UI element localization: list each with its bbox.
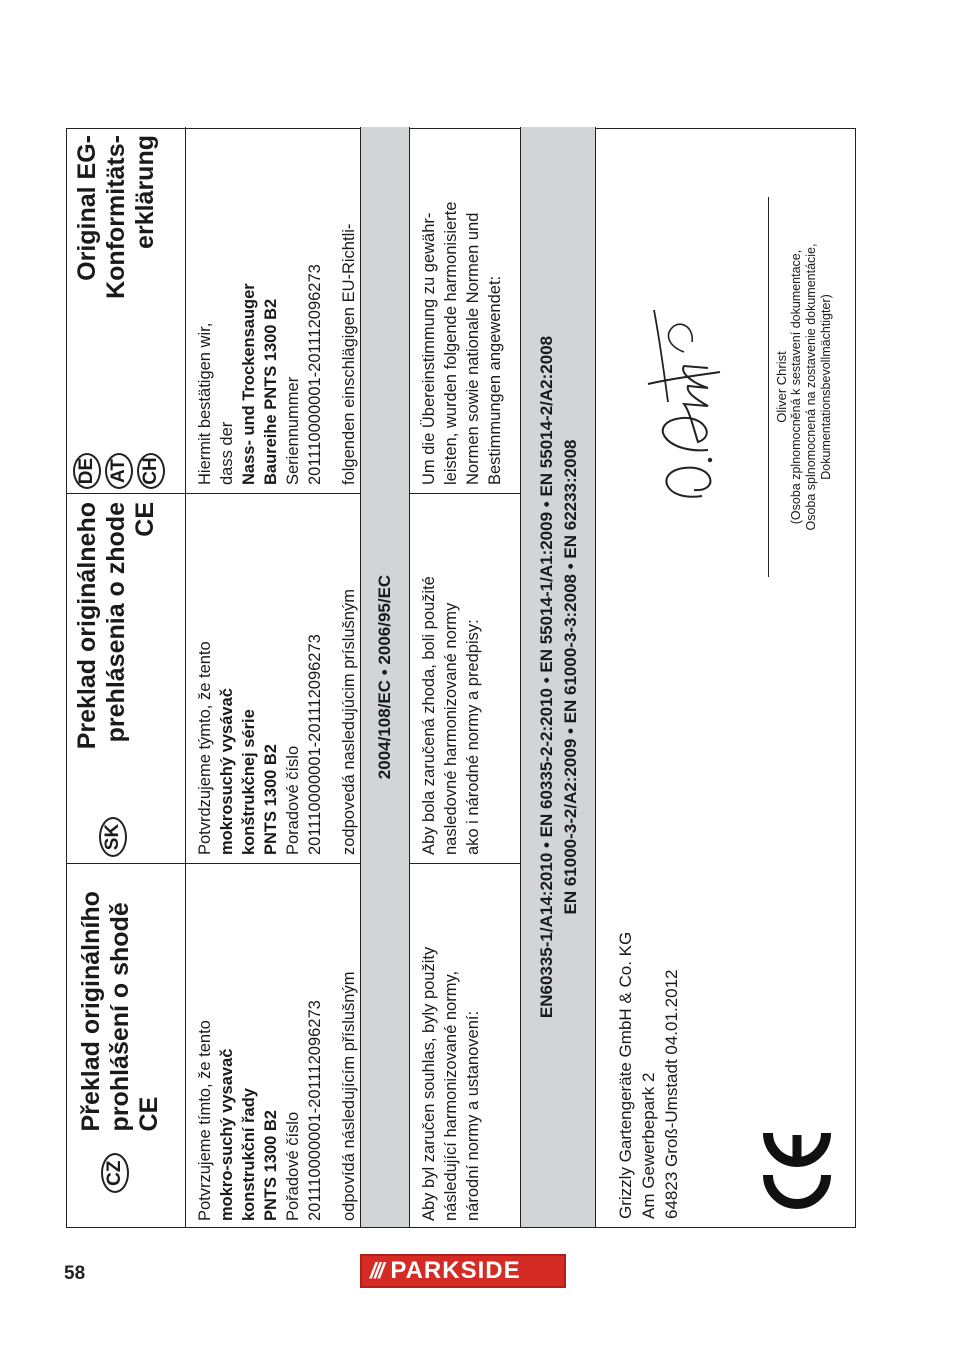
standards-intro-row (410, 127, 520, 1227)
declaration-table (66, 128, 856, 1228)
signature-icon (624, 302, 744, 502)
parkside-logo: /// PARKSIDE (360, 1254, 566, 1288)
sk-badge: SK (99, 817, 127, 857)
signatory-name: Oliver Christ (774, 351, 789, 423)
title-row (67, 127, 185, 1227)
cz-title: Překlad originálního prohlášení o shodě CE (77, 891, 163, 1132)
standards-row (520, 127, 596, 1227)
directives-row (360, 127, 410, 1227)
ce-mark-icon (762, 1127, 832, 1211)
company-address (614, 932, 683, 1219)
standards-line-1: EN60335-1/A14:2010 • EN 60335-2-2:2010 • EN 55014-1/A1:2009 • EN 55014-2/A2:2008 (537, 335, 556, 1019)
sk-standards-intro: Aby bola zaručená zhoda, boli použité nasledovné harmonizované normy ako i národné normy a predpisy: (410, 493, 520, 863)
company-street: Am Gewerbepark 2 (639, 1072, 658, 1219)
signature-line (768, 197, 769, 577)
page-number: 58 (64, 1263, 86, 1284)
de-title: Original EG- Konformitäts- erklärung (73, 135, 159, 299)
de-standards-intro: Um die Übereinstimmung zu gewähr- leisten, wurden folgende harmonisierte Normen sowie nationale Normen und Bestimmungen angewendet: (420, 201, 504, 485)
directives-text: 2004/108/EC • 2006/95/EC (375, 574, 394, 780)
company-city-date: 64823 Groß-Umstadt 04.01.2012 (662, 969, 681, 1219)
standards-line-2: EN 61000-3-2/A2:2009 • EN 61000-3-3:2008 • EN 62233:2008 (561, 439, 580, 915)
cz-confirmation: Potvrzujeme tímto, že tento mokro-suchý vysavač konstrukční řady PNTS 1300 B2 Pořadové číslo 201110000001-201112096273 odpovídá následujícím příslušným (186, 863, 361, 1227)
cz-badge: CZ (101, 1153, 129, 1193)
company-name: Grizzly Gartengeräte GmbH & Co. KG (616, 931, 635, 1219)
de-badges (73, 453, 165, 489)
de-badge: DE (73, 453, 101, 489)
cz-title-cell (67, 863, 185, 1227)
signatory-block: Oliver Christ (Osoba zplnomocněná k sestavení dokumentace, Osoba splnomocnená na zostavenie dokumentácie, Dokumentationsbevollmächtigter) (774, 197, 834, 577)
confirmation-row (185, 127, 360, 1227)
at-badge: AT (105, 453, 133, 489)
de-title-cell (67, 127, 185, 493)
sk-confirmation: Potvrdzujeme týmto, že tento mokrosuchý vysávač konštrukčnej série PNTS 1300 B2 Poradové číslo 201110000001-201112096273 zodpovedá nasledujúcim príslušným (186, 493, 361, 863)
sk-title: Preklad originálneho prehlásenia o zhode CE (73, 502, 159, 750)
cz-standards-intro: Aby byl zaručen souhlas, byly použity následující harmonizované normy, národní normy a ustanovení: (410, 863, 520, 1227)
signature-row (596, 127, 857, 1227)
ch-badge: CH (137, 453, 165, 489)
sk-title-cell (67, 493, 185, 863)
de-confirmation: Hiermit bestätigen wir, dass der Nass- und Trockensauger Baureihe PNTS 1300 B2 Seriennummer 201110000001-201112096273 folgenden einschlägigen EU-Richtli- (196, 223, 358, 485)
